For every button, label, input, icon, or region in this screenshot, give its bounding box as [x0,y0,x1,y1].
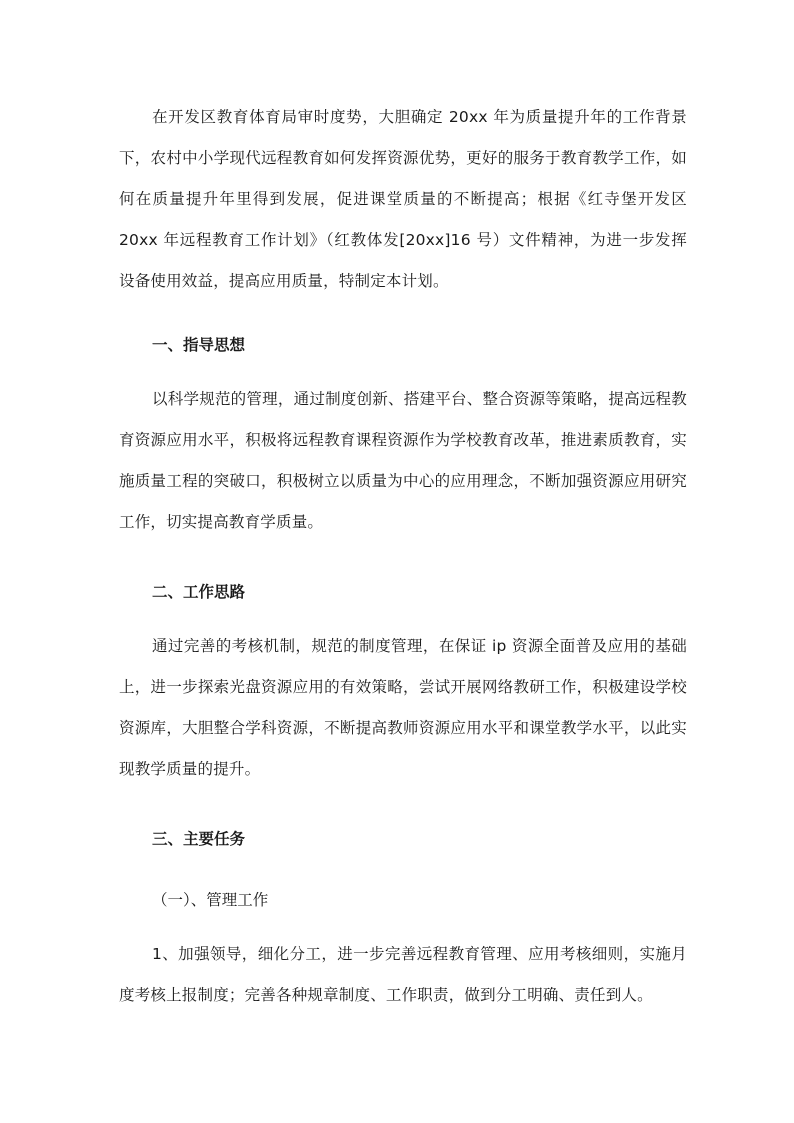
guiding-ideology-paragraph: 以科学规范的管理，通过制度创新、搭建平台、整合资源等策略，提高远程教育资源应用水平，积极将远程教育课程资源作为学校教育改革，推进素质教育，实施质量工程的突破口，积极树立以质量为中心的应用理念，不断加强资源应用研究工作，切实提高教育学质量。 [119,390,687,531]
section-heading-work-approach: 二、工作思路 [152,583,246,601]
subheading-management-work: （一）、管理工作 [152,891,269,909]
work-approach-paragraph: 通过完善的考核机制，规范的制度管理，在保证 ip 资源全面普及应用的基础上，进一步探索光盘资源应用的有效策略，尝试开展网络教研工作，积极建设学校资源库，大胆整合学科资源，不断提高教师资源应用水平和课堂教学水平，以此实现教学质量的提升。 [119,637,687,778]
task-item-1-paragraph: 1、加强领导，细化分工，进一步完善远程教育管理、应用考核细则，实施月度考核上报制度；完善各种规章制度、工作职责，做到分工明确、责任到人。 [119,945,687,1004]
intro-paragraph: 在开发区教育体育局审时度势，大胆确定 20xx 年为质量提升年的工作背景下，农村中小学现代远程教育如何发挥资源优势，更好的服务于教育教学工作，如何在质量提升年里得到发展，促进课堂质量的不断提高；根据《红寺堡开发区 20xx 年远程教育工作计划》（红教体发[20xx]16 号）文件精神，为进一步发挥设备使用效益，提高应用质量，特制定本计划。 [119,108,688,290]
section-heading-main-tasks: 三、主要任务 [152,830,246,848]
section-heading-guiding-ideology: 一、指导思想 [152,336,246,354]
